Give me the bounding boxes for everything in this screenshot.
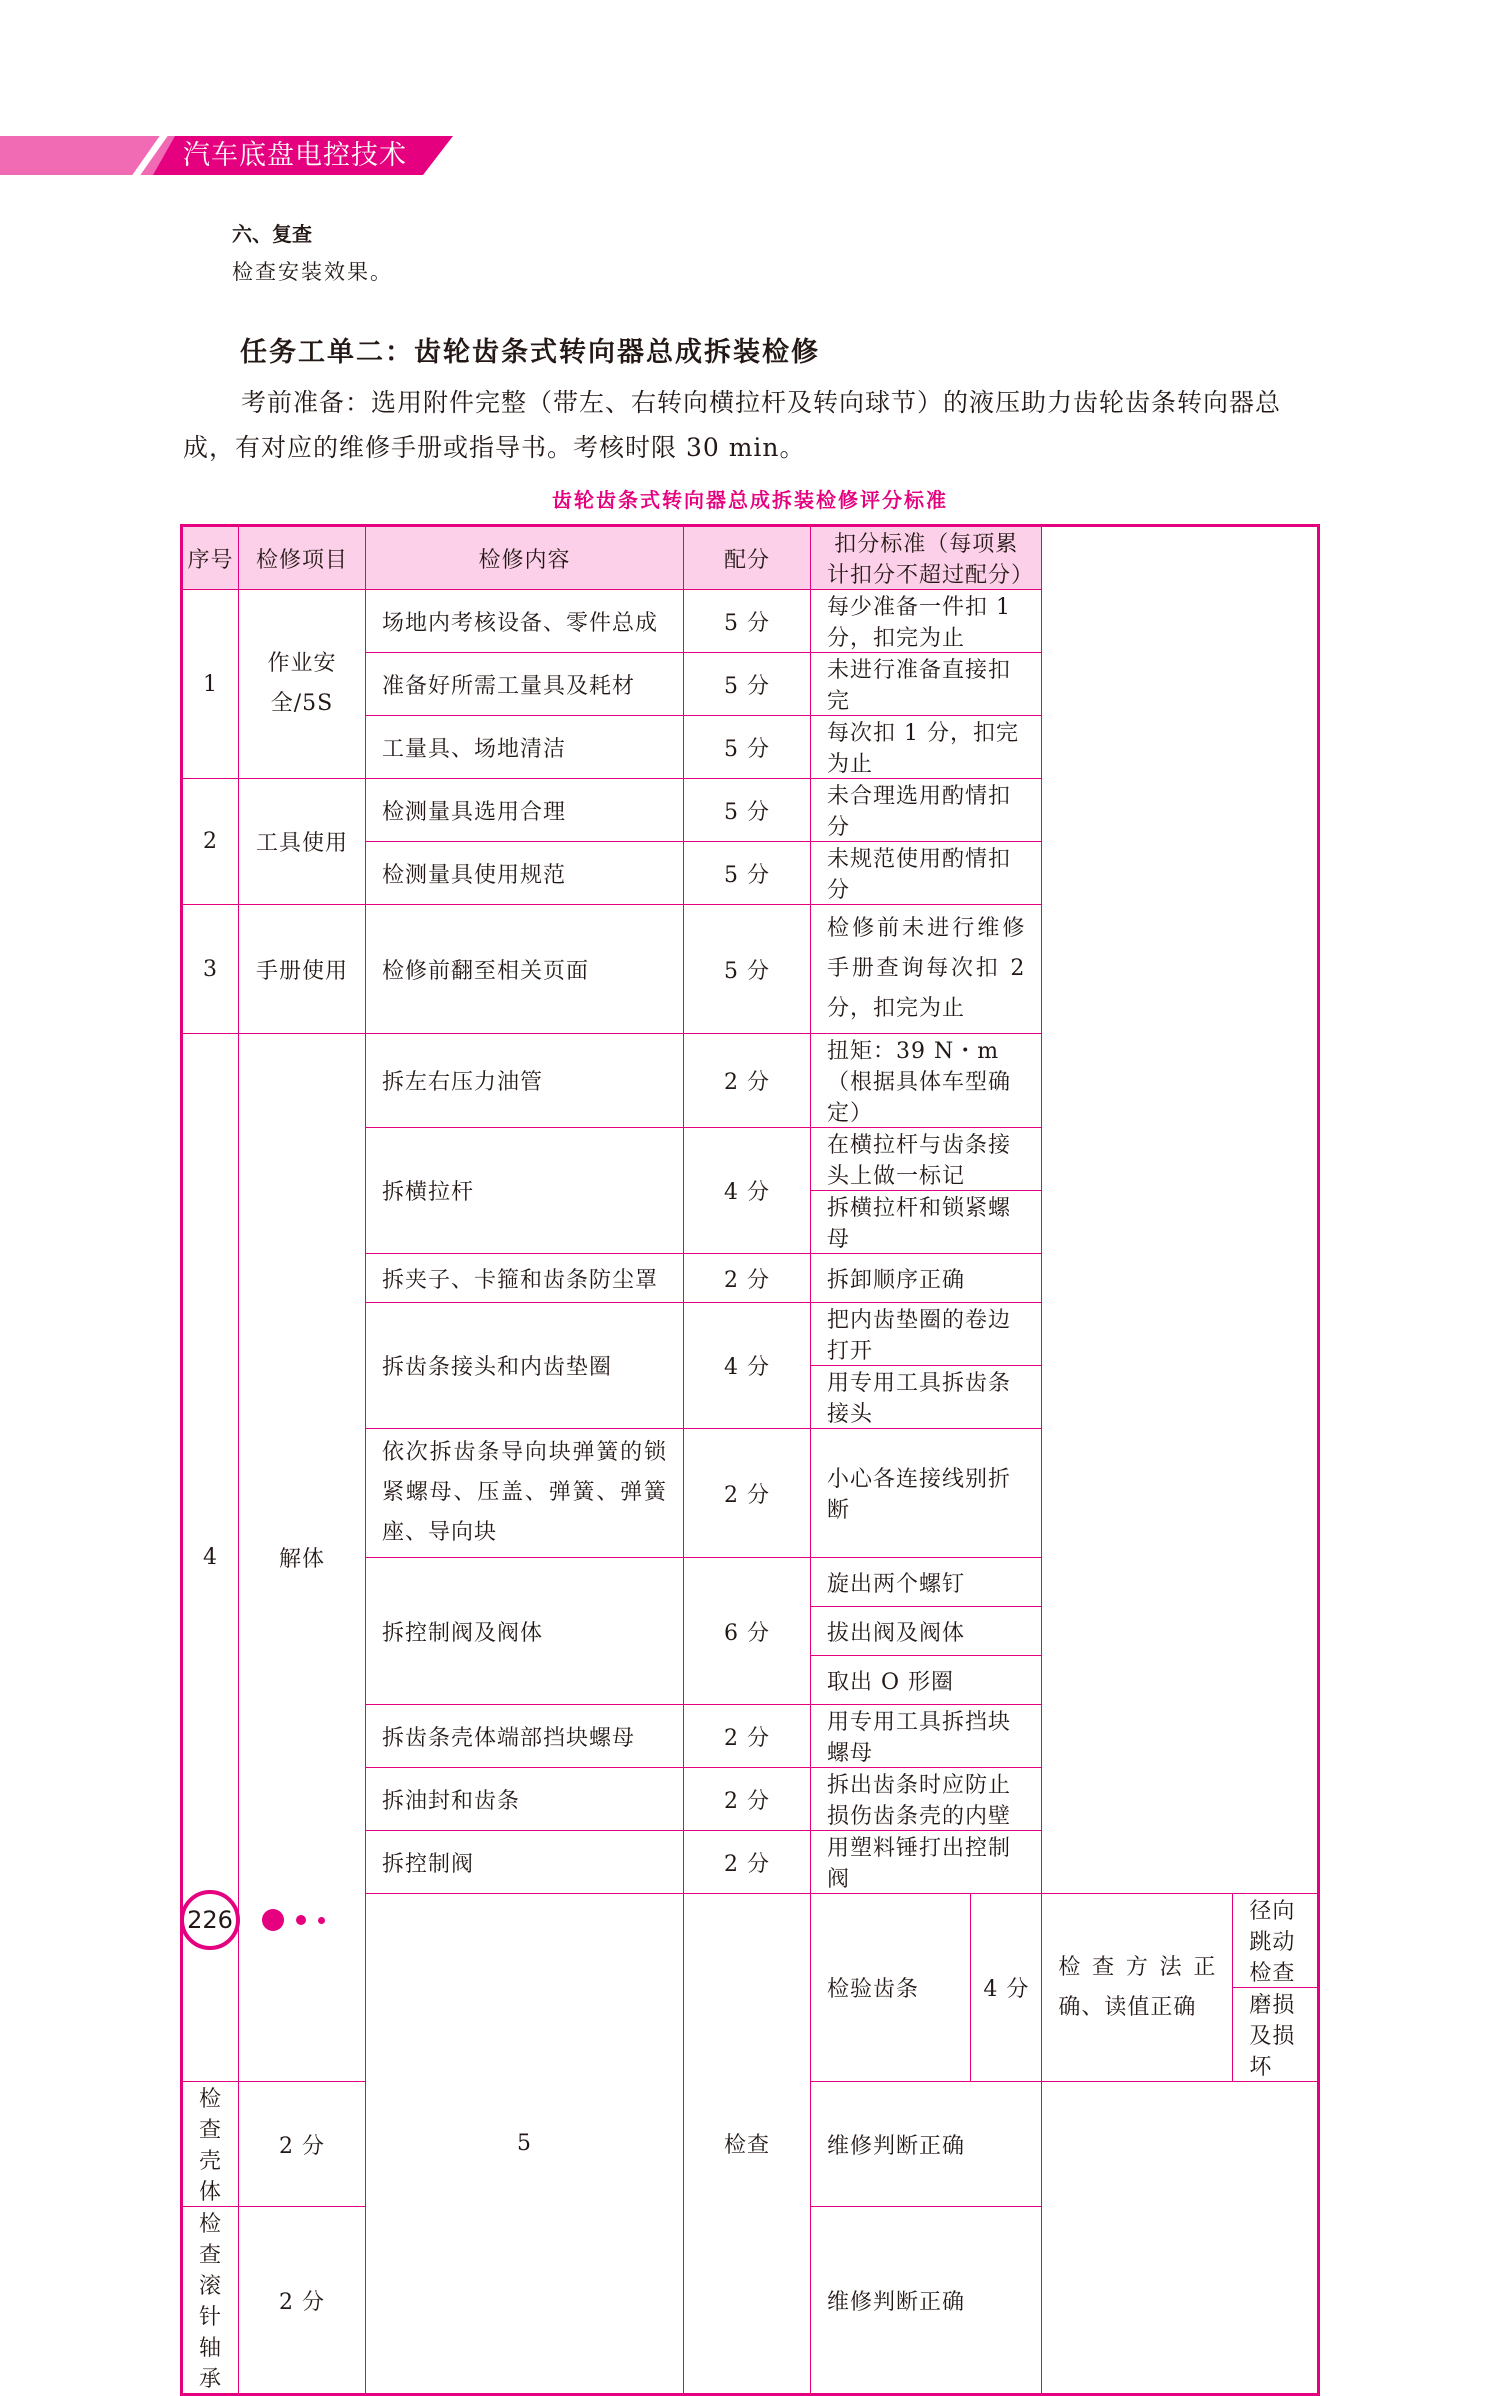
score-cell: 6 分	[684, 1558, 811, 1705]
criteria-cell: 旋出两个螺钉	[811, 1558, 1042, 1607]
page-number: 226	[187, 1906, 233, 1934]
header-content: 检修内容	[366, 526, 684, 590]
content-cell: 拆齿条接头和内齿垫圈	[366, 1303, 684, 1429]
criteria-cell: 扭矩：39 N・m（根据具体车型确定）	[811, 1034, 1042, 1128]
criteria-cell: 拆出齿条时应防止损伤齿条壳的内壁	[811, 1768, 1042, 1831]
content-cell: 检验齿条	[811, 1894, 971, 2082]
score-cell: 4 分	[684, 1128, 811, 1254]
table-row	[182, 1034, 1319, 1128]
content-cell: 拆夹子、卡箍和齿条防尘罩	[366, 1254, 684, 1303]
score-cell: 2 分	[239, 2207, 366, 2395]
score-cell: 5 分	[684, 590, 811, 653]
score-cell: 4 分	[971, 1894, 1042, 2082]
score-cell: 5 分	[684, 905, 811, 1034]
content-cell: 拆控制阀	[366, 1831, 684, 1894]
criteria-cell: 未合理选用酌情扣分	[811, 779, 1042, 842]
content-cell: 检查滚针轴承	[182, 2207, 239, 2395]
criteria-cell: 用塑料锤打出控制阀	[811, 1831, 1042, 1894]
content-cell: 拆齿条壳体端部挡块螺母	[366, 1705, 684, 1768]
content-cell: 场地内考核设备、零件总成	[366, 590, 684, 653]
content-cell: 检测量具选用合理	[366, 779, 684, 842]
score-cell: 2 分	[684, 1831, 811, 1894]
criteria-cell: 在横拉杆与齿条接头上做一标记	[811, 1128, 1042, 1191]
criteria-cell: 把内齿垫圈的卷边打开	[811, 1303, 1042, 1366]
seq-cell: 5	[366, 1894, 684, 2395]
header-score: 配分	[684, 526, 811, 590]
item-cell: 工具使用	[239, 779, 366, 905]
content-cell: 检测量具使用规范	[366, 842, 684, 905]
seq-cell: 4	[182, 1034, 239, 2082]
table-row	[182, 905, 1319, 1034]
score-cell: 5 分	[684, 779, 811, 842]
criteria-cell: 未规范使用酌情扣分	[811, 842, 1042, 905]
content-cell: 拆控制阀及阀体	[366, 1558, 684, 1705]
header-seq: 序号	[182, 526, 239, 590]
book-title: 汽车底盘电控技术	[183, 140, 407, 171]
content-cell: 检修前翻至相关页面	[366, 905, 684, 1034]
content-cell: 工量具、场地清洁	[366, 716, 684, 779]
seq-cell: 2	[182, 779, 239, 905]
content-cell: 依次拆齿条导向块弹簧的锁紧螺母、压盖、弹簧、弹簧座、导向块	[366, 1429, 684, 1558]
grading-table	[180, 524, 1320, 2396]
criteria-sub-cell: 磨损及损坏	[1233, 1988, 1319, 2082]
table-caption: 齿轮齿条式转向器总成拆装检修评分标准	[552, 488, 948, 512]
criteria-cell: 小心各连接线别折断	[811, 1429, 1042, 1558]
criteria-cell: 拔出阀及阀体	[811, 1607, 1042, 1656]
item-cell: 作业安全/5S	[239, 590, 366, 779]
item-cell: 手册使用	[239, 905, 366, 1034]
criteria-sub-cell: 径向跳动检查	[1233, 1894, 1319, 1988]
score-cell: 5 分	[684, 653, 811, 716]
seq-cell: 3	[182, 905, 239, 1034]
content-cell: 拆油封和齿条	[366, 1768, 684, 1831]
score-cell: 2 分	[684, 1768, 811, 1831]
score-cell: 4 分	[684, 1303, 811, 1429]
score-cell: 2 分	[684, 1254, 811, 1303]
criteria-cell: 维修判断正确	[811, 2082, 1042, 2207]
item-cell: 检查	[684, 1894, 811, 2395]
table-row	[182, 590, 1319, 653]
section-heading: 六、复查	[232, 222, 312, 246]
criteria-cell: 未进行准备直接扣完	[811, 653, 1042, 716]
criteria-cell: 维修判断正确	[811, 2207, 1042, 2395]
score-cell: 2 分	[684, 1705, 811, 1768]
score-cell: 2 分	[684, 1034, 811, 1128]
item-cell: 解体	[239, 1034, 366, 2082]
criteria-cell: 拆横拉杆和锁紧螺母	[811, 1191, 1042, 1254]
criteria-cell: 取出 O 形圈	[811, 1656, 1042, 1705]
decor-dot-large	[262, 1909, 284, 1931]
score-cell: 5 分	[684, 716, 811, 779]
content-cell: 拆左右压力油管	[366, 1034, 684, 1128]
content-cell: 拆横拉杆	[366, 1128, 684, 1254]
content-cell: 检查壳体	[182, 2082, 239, 2207]
decor-dot-small	[318, 1917, 325, 1924]
header-criteria: 扣分标准（每项累计扣分不超过配分）	[811, 526, 1042, 590]
criteria-cell: 每少准备一件扣 1 分，扣完为止	[811, 590, 1042, 653]
section-text: 检查安装效果。	[232, 260, 393, 284]
task-title: 任务工单二：齿轮齿条式转向器总成拆装检修	[240, 337, 820, 368]
criteria-cell: 拆卸顺序正确	[811, 1254, 1042, 1303]
score-cell: 2 分	[684, 1429, 811, 1558]
header-item: 检修项目	[239, 526, 366, 590]
criteria-cell: 检修前未进行维修手册查询每次扣 2 分，扣完为止	[811, 905, 1042, 1034]
score-cell: 2 分	[239, 2082, 366, 2207]
table-header-row	[182, 526, 1319, 590]
seq-cell: 1	[182, 590, 239, 779]
table-row	[182, 779, 1319, 842]
criteria-cell: 用专用工具拆齿条接头	[811, 1366, 1042, 1429]
decor-dot-medium	[296, 1915, 306, 1925]
criteria-cell: 每次扣 1 分，扣完为止	[811, 716, 1042, 779]
criteria-cell: 用专用工具拆挡块螺母	[811, 1705, 1042, 1768]
content-cell: 准备好所需工量具及耗材	[366, 653, 684, 716]
task-prep-paragraph: 考前准备：选用附件完整（带左、右转向横拉杆及转向球节）的液压助力齿轮齿条转向器总成，有对应的维修手册或指导书。考核时限 30 min。	[183, 388, 1282, 462]
criteria-main-cell: 检查方法正确、读值正确	[1042, 1894, 1233, 2082]
score-cell: 5 分	[684, 842, 811, 905]
